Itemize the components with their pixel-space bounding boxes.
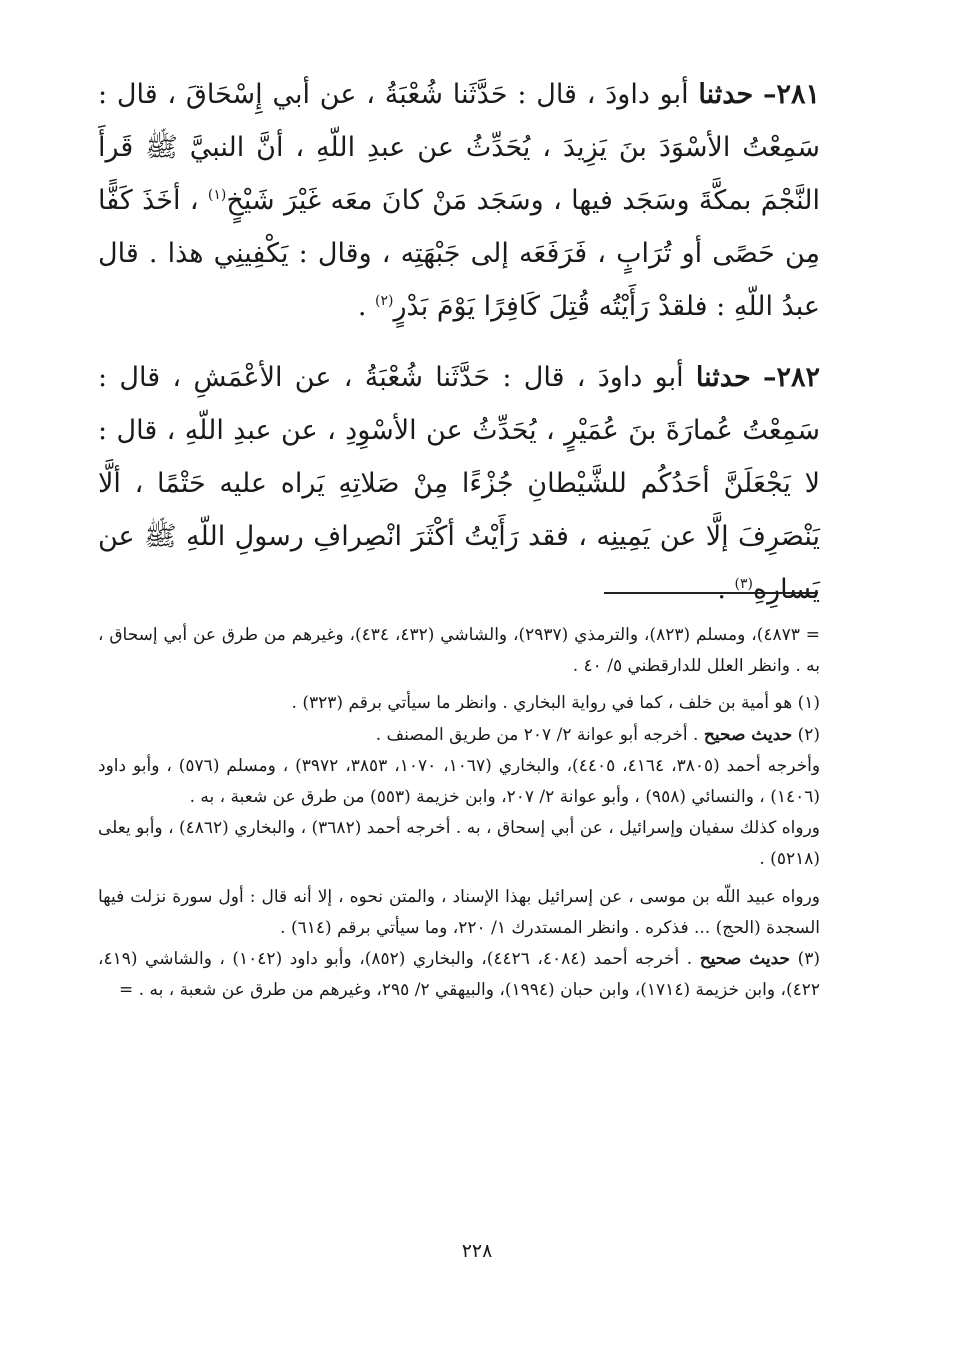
footnote-continuation: = ٤٨٧٣)، ومسلم (٨٢٣)، والترمذي (٢٩٣٧)، والشاشي (٤٣٢، ٤٣٤)، وغيرهم من طرق عن أبي إسحاق ، به . وانظر العلل للدارقطني ٥/ ٤٠ .	[98, 625, 820, 677]
page-number: ٢٢٨	[461, 1240, 493, 1262]
footnote-text: . أخرجه أحمد (٤٠٨٤، ٤٤٢٦)، والبخاري (٨٥٢)، وأبو داود (١٠٤٢) ، والشاشي (٤١٩، ٤٢٢)، وابن خزيمة (١٧١٤)، وابن حبان (١٩٩٤)، والبيهقي ٢/ ٢٩٥، وغيرهم من طرق عن شعبة ، به .	[98, 949, 820, 1001]
continuation-mark: =	[119, 980, 134, 1001]
hadith-end: .	[717, 574, 726, 605]
footnote-number: (٣)	[797, 949, 820, 970]
footnote-marker[interactable]: (١)	[207, 187, 227, 203]
footnote-text: . أخرجه أبو عوانة ٢/ ٢٠٧ من طريق المصنف .	[375, 724, 699, 745]
footnote-2-paragraph: ورواه عبيد اللّه بن موسى ، عن إسرائيل بهذا الإسناد ، والمتن نحوه ، إلا أنه قال : أول سورة نزلت فيها السجدة (الحج) ... فذكره . وانظر المستدرك ١/ ٢٢٠، وما سيأتي برقم (٦١٤) .	[98, 886, 820, 938]
footnotes	[98, 620, 820, 1006]
hadith-text: أبو داودَ ، قال : حَدَّثَنا شُعْبَةُ ، عن أبي إِسْحَاقَ ، قال : سَمِعْتُ الأسْوَدَ بنَ يَزِيدَ ، يُحَدِّثُ عن عبدِ اللّهِ ، أنَّ النبيَّ ﷺ قَرأَ النَّجْمَ بمكَّةَ وسَجَد فيها ، وسَجَد مَنْ كانَ معَه غَيْرَ شَيْخٍ	[98, 79, 821, 216]
hadith-label: حدثنا	[698, 79, 754, 110]
hadith-label: حدثنا	[695, 362, 751, 393]
hadith-number: ٢٨٢–	[762, 362, 820, 393]
main-text	[98, 68, 820, 634]
footnote-1: (١) هو أمية بن خلف ، كما في رواية البخاري . وانظر ما سيأتي برقم (٣٢٣) .	[291, 693, 820, 714]
hadith-282	[98, 351, 820, 616]
hadith-281	[98, 68, 820, 333]
footnote-2-paragraph: ورواه كذلك سفيان وإسرائيل ، عن أبي إسحاق ، به . أخرجه أحمد (٣٦٨٢) ، والبخاري (٤٨٦٢) ، وأبو يعلى (٥٢١٨) .	[98, 818, 821, 870]
hadith-end: .	[357, 291, 367, 322]
footnote-marker[interactable]: (٢)	[375, 293, 394, 309]
footnote-2	[98, 720, 820, 751]
footnote-3	[98, 944, 820, 1006]
footnote-2-paragraph: وأخرجه أحمد (٣٨٠٥، ٤١٦٤، ٤٤٠٥)، والبخاري (١٠٦٧، ١٠٧٠، ٣٨٥٣، ٣٩٧٢) ، ومسلم (٥٧٦) ، وأبو داود (١٤٠٦) ، والنسائي (٩٥٨) ، وأبو عوانة ٢/ ٢٠٧، وابن خزيمة (٥٥٣) من طرق عن شعبة ، به .	[98, 755, 821, 808]
footnote-separator	[604, 592, 818, 594]
grading-label: حديث صحيح	[703, 724, 793, 745]
hadith-text: أبو داودَ ، قال : حَدَّثَنا شُعْبَةُ ، عن الأعْمَشِ ، قال : سَمِعْتُ عُمارَةَ بنَ عُمَيْرٍ ، يُحَدِّثُ عن الأسْوِدِ ، عن عبدِ اللّهِ ، قال : لا يَجْعَلَنَّ أحَدُكُم للشَّيْطانِ جُزْءًا مِنْ صَلاتِهِ يَراه عليه حَتْمًا ، ألَّا يَنْصَرِفَ إلَّا عن يَمِينِه ، فقد رَأَيْتُ أكْثَرَ انْصِرافِ رسولِ اللّهِ ﷺ عن يَسارِهِ	[98, 362, 820, 605]
hadith-number: ٢٨١–	[762, 79, 820, 110]
footnote-number: (٢)	[797, 724, 820, 745]
hadith-text: ، أخَذَ كَفًّا مِن حَصًى أو تُرَابٍ ، فَرَفَعَه إلى جَبْهَتِه ، وقال : يَكْفِينِي هذا . قال عبدُ اللّهِ : فلقدْ رَأَيْتُه قُتِلَ كَافِرًا يَوْمَ بَدْرٍ	[98, 185, 820, 322]
footnote-marker[interactable]: (٣)	[734, 576, 753, 592]
grading-label: حديث صحيح	[699, 949, 791, 970]
